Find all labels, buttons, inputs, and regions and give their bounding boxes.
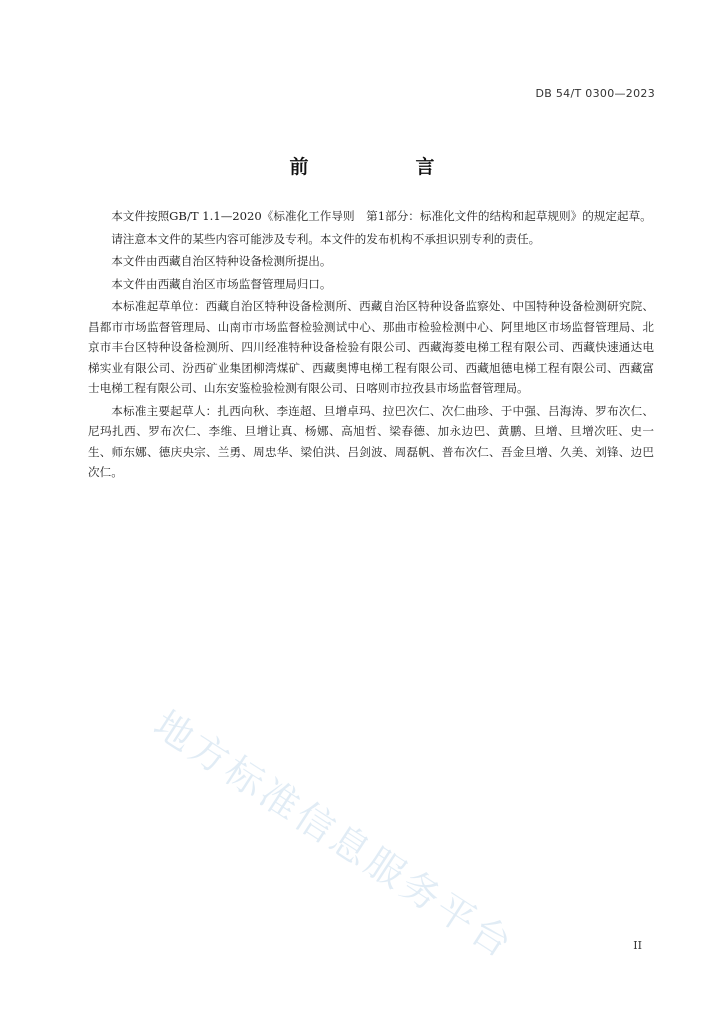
paragraph-drafting-units: 本标准起草单位：西藏自治区特种设备检测所、西藏自治区特种设备监察处、中国特种设备检测研究院、昌都市市场监督管理局、山南市市场监督检验测试中心、那曲市检验检测中心、阿里地区市场监督管理局、北京市丰台区特种设备检测所、四川经准特种设备检验有限公司、西藏海菱电梯工程有限公司、西藏快速通达电梯实业有限公司、汾西矿业集团柳湾煤矿、西藏奥博电梯工程有限公司、西藏旭德电梯工程有限公司、西藏富士电梯工程有限公司、山东安鉴检验检测有限公司、日喀则市拉孜县市场监督管理局。 <box>88 299 654 395</box>
document-code: DB 54/T 0300—2023 <box>535 87 655 100</box>
page-title: 前 言 <box>289 156 479 178</box>
foreword-body <box>88 206 654 485</box>
page-number: II <box>633 939 642 952</box>
paragraph-proposed-by: 本文件由西藏自治区特种设备检测所提出。 <box>111 254 332 268</box>
paragraph-centralized-by: 本文件由西藏自治区市场监督管理局归口。 <box>111 276 332 291</box>
watermark: 地方标准信息服务平台 <box>146 701 523 968</box>
paragraph-patent-notice: 请注意本文件的某些内容可能涉及专利。本文件的发布机构不承担识别专利的责任。 <box>111 231 541 246</box>
paragraph-drafting-rules: 本文件按照GB/T 1.1—2020《标准化工作导则 第1部分：标准化文件的结构和起草规则》的规定起草。 <box>111 209 652 223</box>
paragraph-drafters: 本标准主要起草人：扎西向秋、李连超、旦增卓玛、拉巴次仁、次仁曲珍、于中强、吕海涛、罗布次仁、尼玛扎西、罗布次仁、李维、旦增让真、杨娜、高旭哲、梁春德、加永边巴、黄鹏、旦增、旦增次旺、史一生、师东娜、德庆央宗、兰勇、周忠华、梁伯洪、吕剑波、周磊帆、普布次仁、吾金旦增、久美、刘锋、边巴次仁。 <box>88 403 654 479</box>
